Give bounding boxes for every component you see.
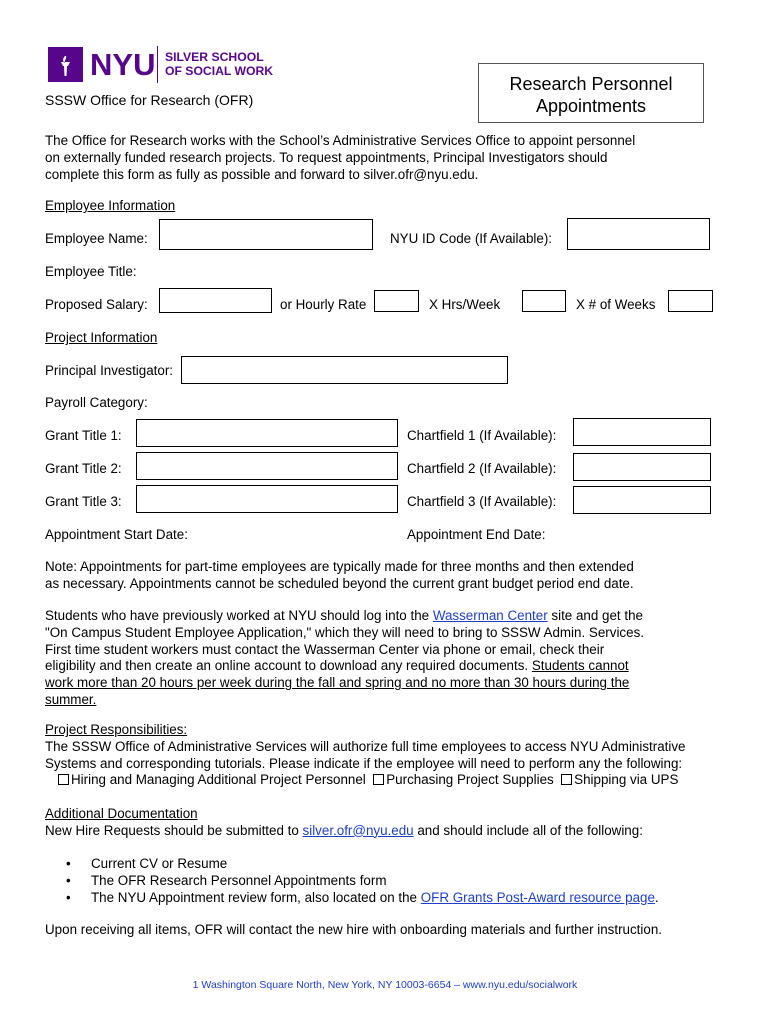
employee-name-label: Employee Name: xyxy=(45,231,148,246)
payroll-category-label: Payroll Category: xyxy=(45,395,148,410)
nyu-id-label: NYU ID Code (If Available): xyxy=(390,231,552,246)
bullet-item-form: The OFR Research Personnel Appointments form xyxy=(91,873,387,888)
proposed-salary-input[interactable] xyxy=(159,288,272,313)
students-line: First time student workers must contact the Wasserman Center via phone or email, check their xyxy=(45,641,605,657)
intro-paragraph xyxy=(45,133,635,183)
grant-title-3-input[interactable] xyxy=(136,485,398,513)
end-date-label: Appointment End Date: xyxy=(407,527,546,542)
chartfield-3-label: Chartfield 3 (If Available): xyxy=(407,494,557,509)
students-line: eligibility and then create an online account to download any required documents. Students cannot xyxy=(45,658,629,674)
employee-title-label: Employee Title: xyxy=(45,264,137,279)
grant-title-1-label: Grant Title 1: xyxy=(45,428,122,443)
nyu-logo-text: NYU xyxy=(90,47,156,82)
chartfield-1-input[interactable] xyxy=(573,418,711,446)
form-title xyxy=(478,63,704,123)
pi-input[interactable] xyxy=(181,356,508,384)
chartfield-2-label: Chartfield 2 (If Available): xyxy=(407,461,557,476)
note-line: as necessary. Appointments cannot be scheduled beyond the current grant budget period end date. xyxy=(45,575,634,591)
hourly-rate-input[interactable] xyxy=(374,290,419,312)
school-line-1: SILVER SCHOOL xyxy=(165,50,264,64)
hrs-week-label: X Hrs/Week xyxy=(429,297,501,312)
grant-title-2-label: Grant Title 2: xyxy=(45,461,122,476)
bullet-item-review-form: The NYU Appointment review form, also located on the OFR Grants Post-Award resource page. xyxy=(91,890,659,905)
chartfield-1-label: Chartfield 1 (If Available): xyxy=(407,428,557,443)
weeks-label: X # of Weeks xyxy=(576,297,656,312)
nyu-id-input[interactable] xyxy=(567,218,710,250)
hrs-week-input[interactable] xyxy=(522,290,566,312)
pi-label: Principal Investigator: xyxy=(45,363,174,378)
responsibilities-line: The SSSW Office of Administrative Services will authorize full time employees to access NYU Administrative xyxy=(45,738,686,754)
intro-line: complete this form as fully as possible and forward to silver.ofr@nyu.edu. xyxy=(45,166,479,182)
students-line: "On Campus Student Employee Application," which they will need to bring to SSSW Admin. Services. xyxy=(45,624,644,640)
proposed-salary-label: Proposed Salary: xyxy=(45,297,148,312)
wasserman-center-link[interactable]: Wasserman Center xyxy=(432,608,548,623)
grant-title-1-input[interactable] xyxy=(136,419,398,447)
responsibilities-heading: Project Responsibilities: xyxy=(45,722,188,737)
ofr-resource-page-link[interactable]: OFR Grants Post-Award resource page xyxy=(420,890,655,905)
school-name xyxy=(165,51,273,78)
nyu-torch-logo-icon xyxy=(48,47,83,82)
additional-docs-line: New Hire Requests should be submitted to silver.ofr@nyu.edu and should include all of the following: xyxy=(45,822,643,838)
hourly-rate-label: or Hourly Rate xyxy=(280,297,367,312)
employee-info-heading: Employee Information xyxy=(45,198,176,213)
note-line: Note: Appointments for part-time employees are typically made for three months and then extended xyxy=(45,559,634,574)
students-line: summer. xyxy=(45,691,97,707)
project-info-heading: Project Information xyxy=(45,330,158,345)
shipping-option-label: Shipping via UPS xyxy=(574,772,679,788)
weeks-input[interactable] xyxy=(668,290,713,312)
bullet-icon: • xyxy=(66,890,71,905)
closing-text: Upon receiving all items, OFR will contact the new hire with onboarding materials and further instruction. xyxy=(45,922,662,937)
bullet-item-cv: Current CV or Resume xyxy=(91,856,228,871)
students-paragraph xyxy=(45,608,644,709)
responsibilities-section xyxy=(45,722,686,789)
footer-address: 1 Washington Square North, New York, NY 10003-6654 – www.nyu.edu/socialwork xyxy=(192,979,578,991)
note-paragraph xyxy=(45,559,634,593)
shipping-checkbox[interactable] xyxy=(561,774,572,785)
bullet-icon: • xyxy=(66,873,71,888)
hiring-checkbox[interactable] xyxy=(58,774,69,785)
students-line: work more than 20 hours per week during the fall and spring and no more than 30 hours during the xyxy=(45,675,630,691)
intro-line: The Office for Research works with the School’s Administrative Services Office to appoint personnel xyxy=(45,133,636,148)
additional-docs-heading: Additional Documentation xyxy=(45,806,198,821)
ofr-email-link[interactable]: silver.ofr@nyu.edu xyxy=(302,822,414,838)
grant-title-3-label: Grant Title 3: xyxy=(45,494,122,509)
intro-line: on externally funded research projects. To request appointments, Principal Investigators should xyxy=(45,149,608,165)
start-date-label: Appointment Start Date: xyxy=(45,527,188,542)
office-name: SSSW Office for Research (OFR) xyxy=(45,92,254,108)
hiring-option-label: Hiring and Managing Additional Project Personnel xyxy=(71,772,366,788)
purchasing-checkbox[interactable] xyxy=(373,774,384,785)
employee-name-input[interactable] xyxy=(159,219,373,250)
form-title-line-2: Appointments xyxy=(535,96,647,116)
grant-title-2-input[interactable] xyxy=(136,452,398,480)
logo-divider xyxy=(157,46,158,83)
responsibilities-line: Systems and corresponding tutorials. Please indicate if the employee will need to perform any the following: xyxy=(45,755,683,771)
students-line: Students who have previously worked at NYU should log into the Wasserman Center site and get the xyxy=(45,608,643,623)
additional-docs-section xyxy=(45,806,643,840)
bullet-icon: • xyxy=(66,856,71,871)
school-line-2: OF SOCIAL WORK xyxy=(165,63,274,78)
chartfield-2-input[interactable] xyxy=(573,453,711,481)
responsibilities-options xyxy=(45,772,686,789)
chartfield-3-input[interactable] xyxy=(573,486,711,514)
form-title-line-1: Research Personnel xyxy=(509,74,673,94)
purchasing-option-label: Purchasing Project Supplies xyxy=(386,772,554,788)
